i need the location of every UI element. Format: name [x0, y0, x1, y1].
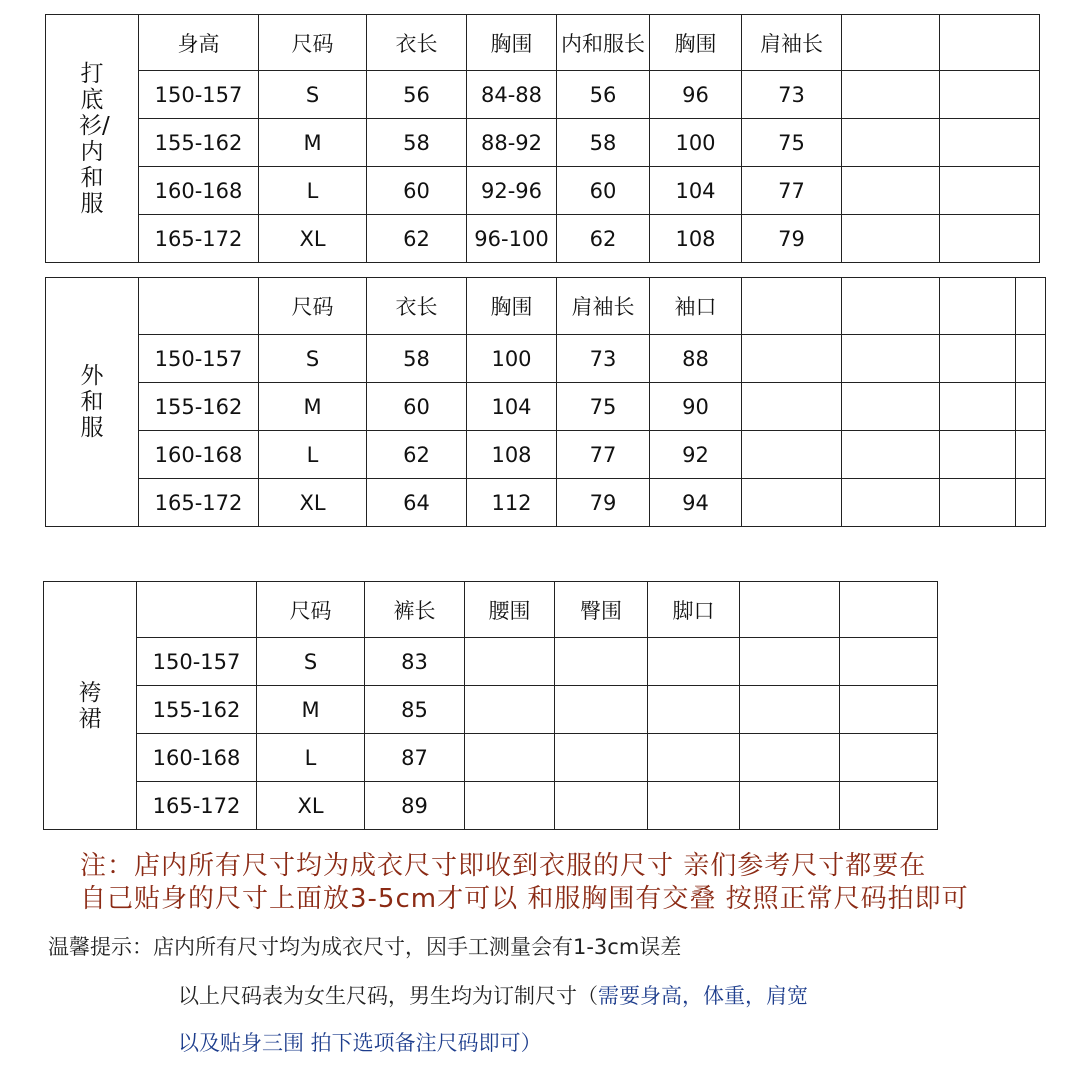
header-cell: 衣长 [367, 278, 467, 335]
category-label: 打底衫/内和服 [46, 15, 139, 263]
header-cell: 胸围 [650, 15, 742, 71]
header-cell: 脚口 [648, 582, 740, 638]
value-cell [740, 686, 840, 734]
warm-tip-highlight: 需要身高，体重，肩宽 [598, 984, 808, 1008]
value-cell [1016, 431, 1046, 479]
header-cell [842, 278, 940, 335]
value-cell [940, 431, 1016, 479]
value-cell: 112 [467, 479, 557, 527]
value-cell [555, 734, 648, 782]
value-cell: 92-96 [467, 167, 557, 215]
table-row [46, 479, 1046, 527]
value-cell [940, 215, 1040, 263]
value-cell: 88-92 [467, 119, 557, 167]
header-cell: 臀围 [555, 582, 648, 638]
header-cell: 尺码 [257, 582, 365, 638]
size-table-inner-kimono [45, 14, 1040, 263]
value-cell [842, 383, 940, 431]
value-cell [940, 71, 1040, 119]
header-cell: 内和服长 [557, 15, 650, 71]
value-cell: 96 [650, 71, 742, 119]
value-cell: 62 [367, 215, 467, 263]
size-table-hakama [43, 581, 938, 830]
value-cell [465, 686, 555, 734]
value-cell: 77 [557, 431, 650, 479]
height-cell: 160-168 [139, 431, 259, 479]
category-label: 袴裙 [44, 582, 137, 830]
value-cell [555, 638, 648, 686]
header-cell [740, 582, 840, 638]
header-cell: 尺码 [259, 15, 367, 71]
value-cell: 58 [367, 119, 467, 167]
header-cell: 身高 [139, 15, 259, 71]
value-cell: 79 [742, 215, 842, 263]
size-cell: M [259, 119, 367, 167]
table-row [44, 638, 938, 686]
value-cell: 94 [650, 479, 742, 527]
value-cell [940, 119, 1040, 167]
value-cell [842, 119, 940, 167]
value-cell [1016, 335, 1046, 383]
value-cell: 108 [650, 215, 742, 263]
height-cell: 150-157 [137, 638, 257, 686]
size-cell: L [259, 431, 367, 479]
size-cell: XL [259, 215, 367, 263]
value-cell [840, 782, 938, 830]
value-cell: 84-88 [467, 71, 557, 119]
size-cell: XL [257, 782, 365, 830]
height-cell: 165-172 [139, 215, 259, 263]
header-cell: 腰围 [465, 582, 555, 638]
table-row [46, 383, 1046, 431]
value-cell [742, 431, 842, 479]
table-row [46, 335, 1046, 383]
size-cell: S [259, 71, 367, 119]
header-cell: 尺码 [259, 278, 367, 335]
size-cell: M [259, 383, 367, 431]
value-cell: 89 [365, 782, 465, 830]
header-cell [940, 15, 1040, 71]
value-cell [842, 215, 940, 263]
header-cell [1016, 278, 1046, 335]
value-cell [648, 782, 740, 830]
table-row [46, 71, 1040, 119]
value-cell [465, 782, 555, 830]
size-note-line-1: 注：店内所有尺寸均为成衣尺寸即收到衣服的尺寸 亲们参考尺寸都要在 [80, 851, 927, 881]
header-cell [940, 278, 1016, 335]
warm-tip-line-3: 以及贴身三围 拍下选项备注尺码即可） [178, 1031, 542, 1055]
value-cell: 96-100 [467, 215, 557, 263]
height-cell: 165-172 [139, 479, 259, 527]
table-row [44, 782, 938, 830]
header-cell [840, 582, 938, 638]
value-cell: 56 [557, 71, 650, 119]
value-cell [940, 479, 1016, 527]
header-cell: 衣长 [367, 15, 467, 71]
height-cell: 155-162 [139, 383, 259, 431]
value-cell [465, 734, 555, 782]
size-cell: L [259, 167, 367, 215]
value-cell: 75 [742, 119, 842, 167]
height-cell: 150-157 [139, 335, 259, 383]
value-cell: 108 [467, 431, 557, 479]
header-cell: 肩袖长 [742, 15, 842, 71]
value-cell [940, 335, 1016, 383]
value-cell: 88 [650, 335, 742, 383]
value-cell [1016, 479, 1046, 527]
value-cell [940, 383, 1016, 431]
value-cell [742, 479, 842, 527]
size-cell: S [257, 638, 365, 686]
value-cell: 85 [365, 686, 465, 734]
size-table-outer-kimono [45, 277, 1046, 527]
height-cell: 150-157 [139, 71, 259, 119]
header-cell: 胸围 [467, 15, 557, 71]
value-cell [842, 167, 940, 215]
size-cell: L [257, 734, 365, 782]
height-cell: 160-168 [139, 167, 259, 215]
value-cell [840, 638, 938, 686]
header-cell [742, 278, 842, 335]
value-cell [648, 638, 740, 686]
value-cell: 104 [467, 383, 557, 431]
value-cell: 79 [557, 479, 650, 527]
value-cell [742, 383, 842, 431]
value-cell [842, 431, 940, 479]
header-cell: 袖口 [650, 278, 742, 335]
value-cell [842, 71, 940, 119]
header-cell: 裤长 [365, 582, 465, 638]
value-cell: 73 [557, 335, 650, 383]
warm-tip-line-1: 温馨提示：店内所有尺寸均为成衣尺寸，因手工测量会有1-3cm误差 [48, 935, 682, 959]
height-cell: 155-162 [139, 119, 259, 167]
value-cell [840, 734, 938, 782]
warm-tip-line-2 [178, 980, 808, 1010]
value-cell: 90 [650, 383, 742, 431]
table-row [44, 686, 938, 734]
table-row [44, 734, 938, 782]
value-cell: 75 [557, 383, 650, 431]
header-cell [139, 278, 259, 335]
value-cell [842, 479, 940, 527]
size-note-line-2: 自己贴身的尺寸上面放3-5cm才可以 和服胸围有交叠 按照正常尺码拍即可 [80, 884, 969, 914]
size-cell: M [257, 686, 365, 734]
header-cell: 肩袖长 [557, 278, 650, 335]
table-row [46, 215, 1040, 263]
table-row [46, 167, 1040, 215]
value-cell [648, 734, 740, 782]
height-cell: 160-168 [137, 734, 257, 782]
value-cell: 100 [650, 119, 742, 167]
value-cell: 92 [650, 431, 742, 479]
header-cell [137, 582, 257, 638]
value-cell [1016, 383, 1046, 431]
value-cell [740, 638, 840, 686]
value-cell: 104 [650, 167, 742, 215]
header-cell: 胸围 [467, 278, 557, 335]
value-cell: 73 [742, 71, 842, 119]
value-cell: 100 [467, 335, 557, 383]
value-cell [555, 782, 648, 830]
value-cell: 77 [742, 167, 842, 215]
value-cell: 83 [365, 638, 465, 686]
value-cell [465, 638, 555, 686]
value-cell [742, 335, 842, 383]
value-cell: 60 [367, 167, 467, 215]
value-cell: 58 [557, 119, 650, 167]
value-cell [740, 782, 840, 830]
value-cell: 60 [367, 383, 467, 431]
warm-tip-prefix: 以上尺码表为女生尺码，男生均为订制尺寸（ [178, 984, 598, 1008]
value-cell: 56 [367, 71, 467, 119]
height-cell: 155-162 [137, 686, 257, 734]
size-cell: S [259, 335, 367, 383]
value-cell: 62 [557, 215, 650, 263]
value-cell [555, 686, 648, 734]
table-row [46, 431, 1046, 479]
header-cell [842, 15, 940, 71]
value-cell [740, 734, 840, 782]
value-cell [648, 686, 740, 734]
table-row [46, 119, 1040, 167]
size-cell: XL [259, 479, 367, 527]
value-cell [842, 335, 940, 383]
value-cell [840, 686, 938, 734]
value-cell: 60 [557, 167, 650, 215]
value-cell: 87 [365, 734, 465, 782]
value-cell [940, 167, 1040, 215]
height-cell: 165-172 [137, 782, 257, 830]
value-cell: 64 [367, 479, 467, 527]
value-cell: 62 [367, 431, 467, 479]
value-cell: 58 [367, 335, 467, 383]
category-label: 外和服 [46, 278, 139, 527]
